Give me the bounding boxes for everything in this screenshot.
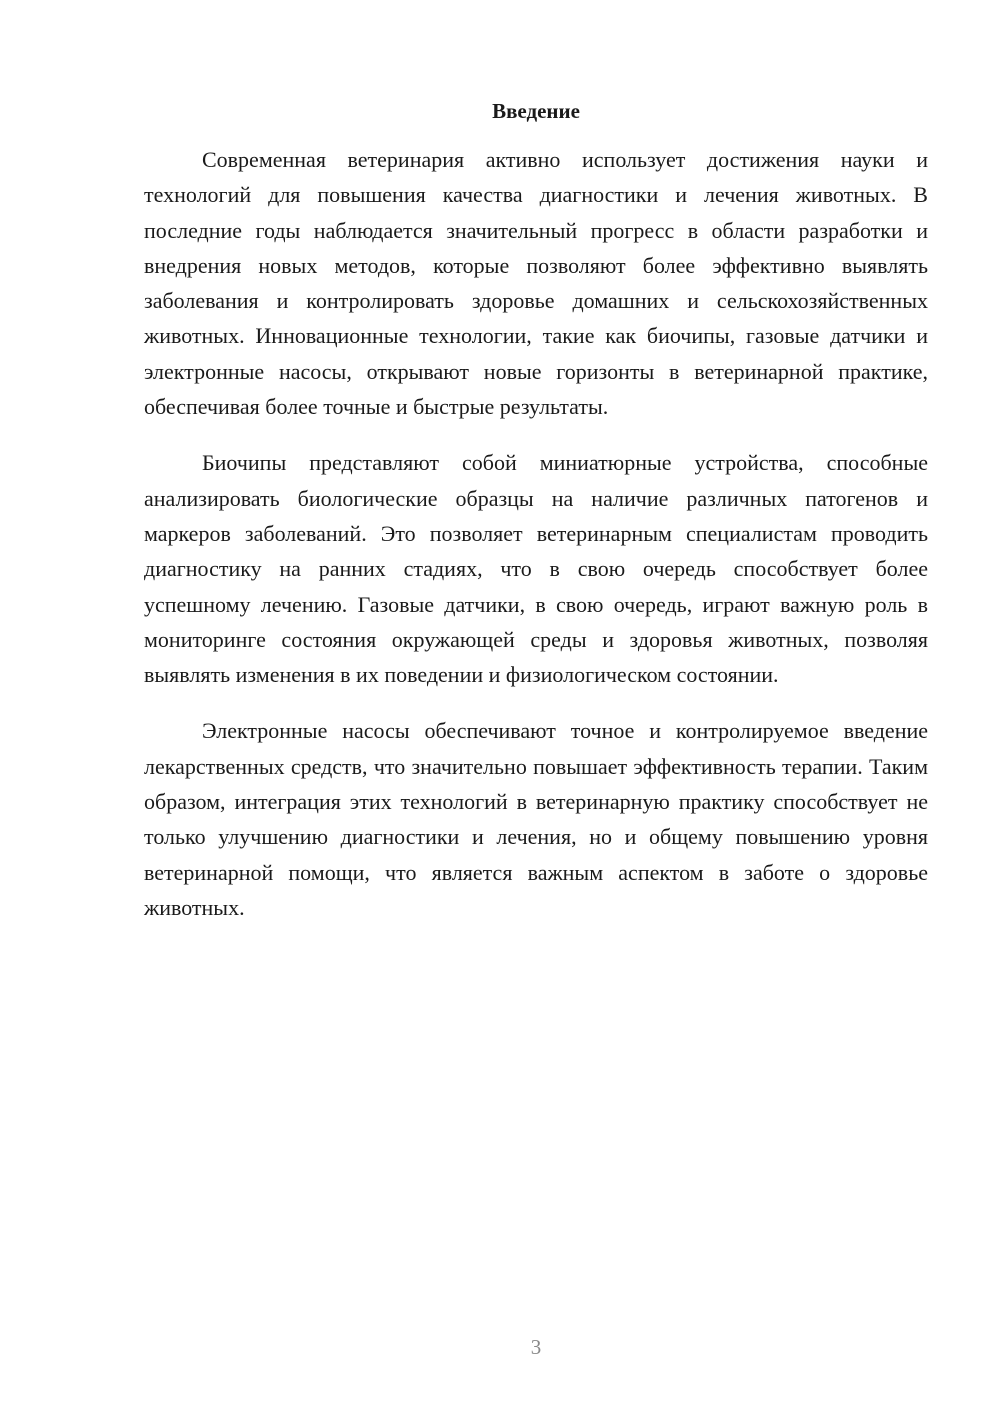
- page-title: Введение: [492, 99, 580, 123]
- document-body: [144, 142, 928, 946]
- paragraph-2: Биочипы представляют собой миниатюрные устройства, способные анализировать биологические образцы на наличие различных патогенов и маркеров заболеваний. Это позволяет ветеринарным специалистам проводить диагностику на ранних стадиях, что в свою очередь способствует более успешному лечению. Газовые датчики, в свою очередь, играют важную роль в мониторинге состояния окружающей среды и здоровья животных, позволяя выявлять изменения в их поведении и физиологическом состоянии.: [144, 450, 928, 688]
- paragraph-1: Современная ветеринария активно использует достижения науки и технологий для повышения качества диагностики и лечения животных. В последние годы наблюдается значительный прогресс в области разработки и внедрения новых методов, которые позволяют более эффективно выявлять заболевания и контролировать здоровье домашних и сельскохозяйственных животных. Инновационные технологии, такие как биочипы, газовые датчики и электронные насосы, открывают новые горизонты в ветеринарной практике, обеспечивая более точные и быстрые результаты.: [144, 147, 928, 420]
- paragraph-3: Электронные насосы обеспечивают точное и контролируемое введение лекарственных средств, что значительно повышает эффективность терапии. Таким образом, интеграция этих технологий в ветеринарную практику способствует не только улучшению диагностики и лечения, но и общему повышению уровня ветеринарной помощи, что является важным аспектом в заботе о здоровье животных.: [144, 718, 928, 920]
- page-number: 3: [530, 1335, 542, 1359]
